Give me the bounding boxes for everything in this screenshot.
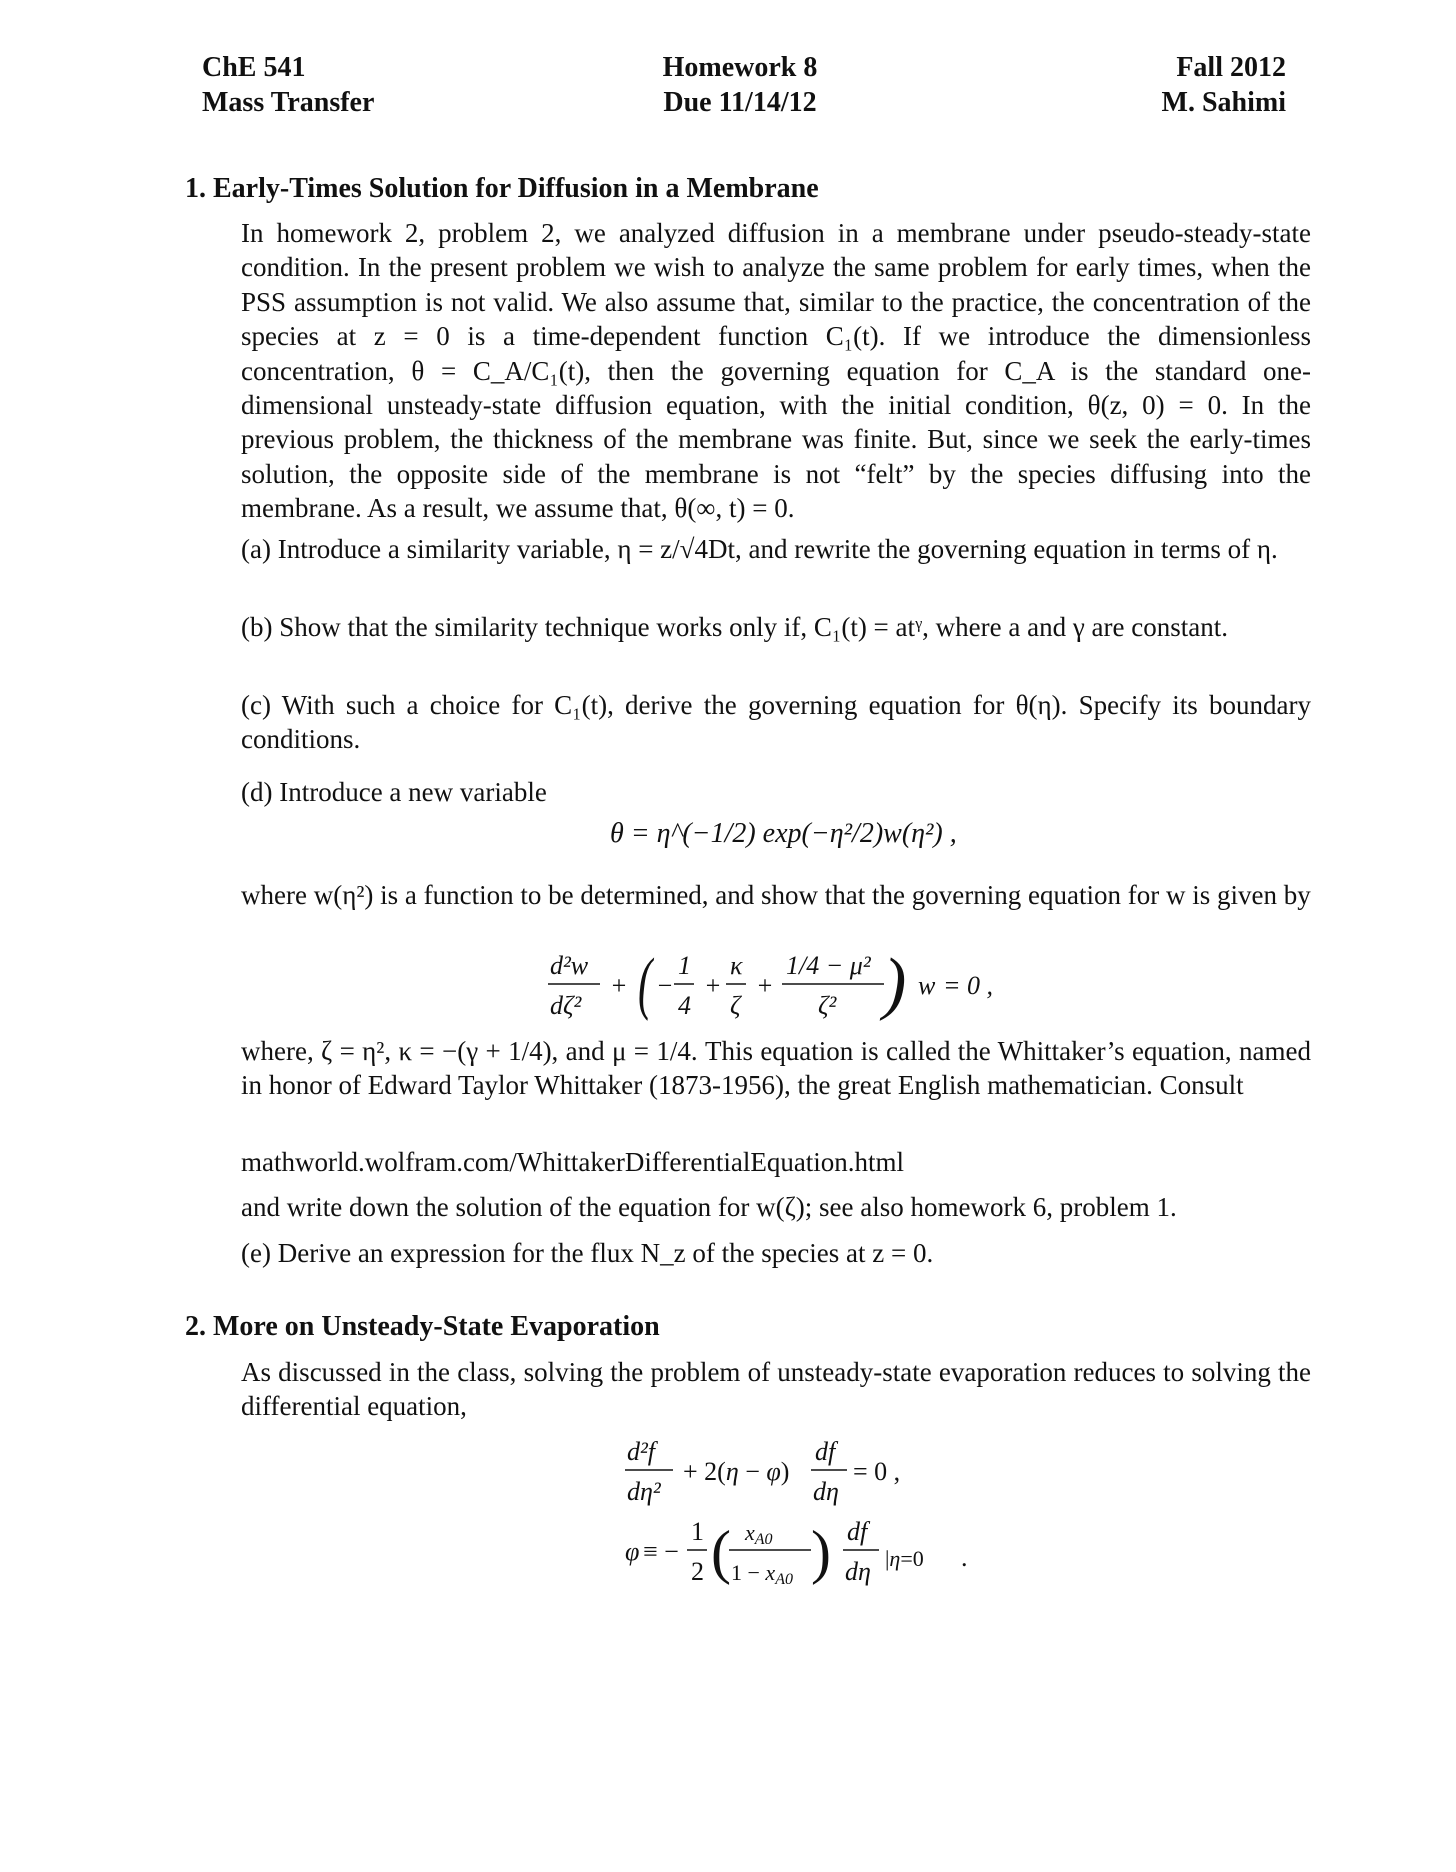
instructor: M. Sahimi (1161, 87, 1286, 118)
equation-whittaker (548, 944, 1048, 1024)
problem1-title: 1. Early-Times Solution for Diffusion in a Membrane (185, 173, 819, 204)
svg-text:+: + (610, 971, 628, 1000)
svg-text:xA0: xA0 (745, 1520, 773, 1548)
svg-text:(: ( (711, 1519, 731, 1585)
svg-text:w: w (918, 971, 936, 1000)
svg-text:df: df (815, 1437, 836, 1466)
problem2-title: 2. More on Unsteady-State Evaporation (185, 1311, 660, 1342)
problem1-part-d-end: and write down the solution of the equation for w(ζ); see also homework 6, problem 1. (241, 1192, 1177, 1222)
problem1-part-c: (c) With such a choice for C₁(t), derive the governing equation for θ(η). Specify its boundary conditions. (241, 690, 1311, 755)
problem1-part-d-intro: (d) Introduce a new variable (241, 777, 547, 807)
svg-text:dζ²: dζ² (550, 991, 582, 1020)
equation-whittaker-graphic (548, 944, 1048, 1024)
problem2-intro: As discussed in the class, solving the problem of unsteady-state evaporation reduces to solving the differential equation, (241, 1357, 1311, 1422)
svg-text:= 0 ,: = 0 , (943, 971, 994, 1000)
svg-text:d²w: d²w (550, 951, 589, 980)
svg-text:2: 2 (691, 1557, 704, 1586)
course-name: Mass Transfer (202, 87, 375, 118)
svg-text:d²f: d²f (627, 1437, 656, 1466)
svg-text:1: 1 (691, 1517, 704, 1546)
svg-text:|η=0: |η=0 (885, 1546, 924, 1571)
equation-theta: θ = η^(−1/2) exp(−η²/2)w(η²) , (610, 818, 957, 849)
svg-text:1 − xA0: 1 − xA0 (731, 1560, 793, 1588)
svg-text:): ) (811, 1519, 831, 1585)
assignment-header (600, 50, 880, 120)
problem1-part-d-after: where, ζ = η², κ = −(γ + 1/4), and μ = 1/4. This equation is called the Whittaker’s equation, named in honor of Edward Taylor Whittaker (1873-1956), the great English mathematician. Consult (241, 1036, 1311, 1101)
svg-text:≡ −: ≡ − (643, 1537, 679, 1566)
mathworld-link[interactable]: mathworld.wolfram.com/WhittakerDifferentialEquation.html (241, 1147, 905, 1177)
term-header (1162, 50, 1286, 120)
svg-text:−: − (656, 971, 674, 1000)
due-date: Due 11/14/12 (663, 87, 817, 118)
svg-text:+: + (756, 971, 774, 1000)
svg-text:): ) (883, 945, 907, 1022)
svg-text:df: df (847, 1517, 868, 1546)
problem1-part-a: (a) Introduce a similarity variable, η = z/√4Dt, and rewrite the governing equation in terms of η. (241, 534, 1278, 564)
assignment-title: Homework 8 (662, 52, 818, 83)
svg-text:4: 4 (678, 991, 691, 1020)
equation-evaporation (625, 1432, 1005, 1606)
problem1-part-b: (b) Show that the similarity technique works only if, C₁(t) = atᵞ, where a and γ are constant. (241, 612, 1228, 642)
svg-text:1: 1 (678, 951, 691, 980)
problem1-part-d-mid: where w(η²) is a function to be determined, and show that the governing equation for w is given by (241, 880, 1311, 910)
svg-text:ζ: ζ (730, 991, 741, 1020)
svg-text:+: + (704, 971, 722, 1000)
svg-text:dη: dη (813, 1477, 839, 1506)
svg-text:.: . (961, 1543, 968, 1572)
svg-text:dη: dη (845, 1557, 871, 1586)
svg-text:+ 2(η − φ): + 2(η − φ) (683, 1457, 790, 1486)
svg-text:ζ²: ζ² (818, 991, 837, 1020)
svg-text:φ: φ (625, 1537, 640, 1566)
course-header (202, 50, 374, 120)
problem1-part-e: (e) Derive an expression for the flux N_z of the species at z = 0. (241, 1238, 934, 1268)
svg-text:(: ( (638, 945, 652, 1022)
svg-text:= 0 ,: = 0 , (853, 1457, 901, 1486)
term: Fall 2012 (1176, 52, 1286, 83)
course-number: ChE 541 (202, 52, 306, 83)
problem1-intro-text: In homework 2, problem 2, we analyzed diffusion in a membrane under pseudo-steady-state condition. In the present problem we wish to analyze the same problem for early times, when the PSS assumption is not valid. We also assume that, similar to the practice, the concentration of the species at z = 0 is a time-dependent function C₁(t). If we introduce the dimensionless concentration, θ = C_A/C₁(t), then the governing equation for C_A is the standard one-dimensional unsteady-state diffusion equation, with the initial condition, θ(z, 0) = 0. In the previous problem, the thickness of the membrane was finite. But, since we seek the early-times solution, the opposite side of the membrane is not “felt” by the species diffusing into the membrane. As a result, we assume that, θ(∞, t) = 0. (241, 218, 1311, 524)
svg-text:1/4 − μ²: 1/4 − μ² (786, 951, 871, 980)
problem1-intro (241, 216, 1311, 526)
svg-text:dη²: dη² (627, 1477, 661, 1506)
svg-text:κ: κ (730, 951, 743, 980)
equation-evaporation-graphic (625, 1432, 1005, 1602)
